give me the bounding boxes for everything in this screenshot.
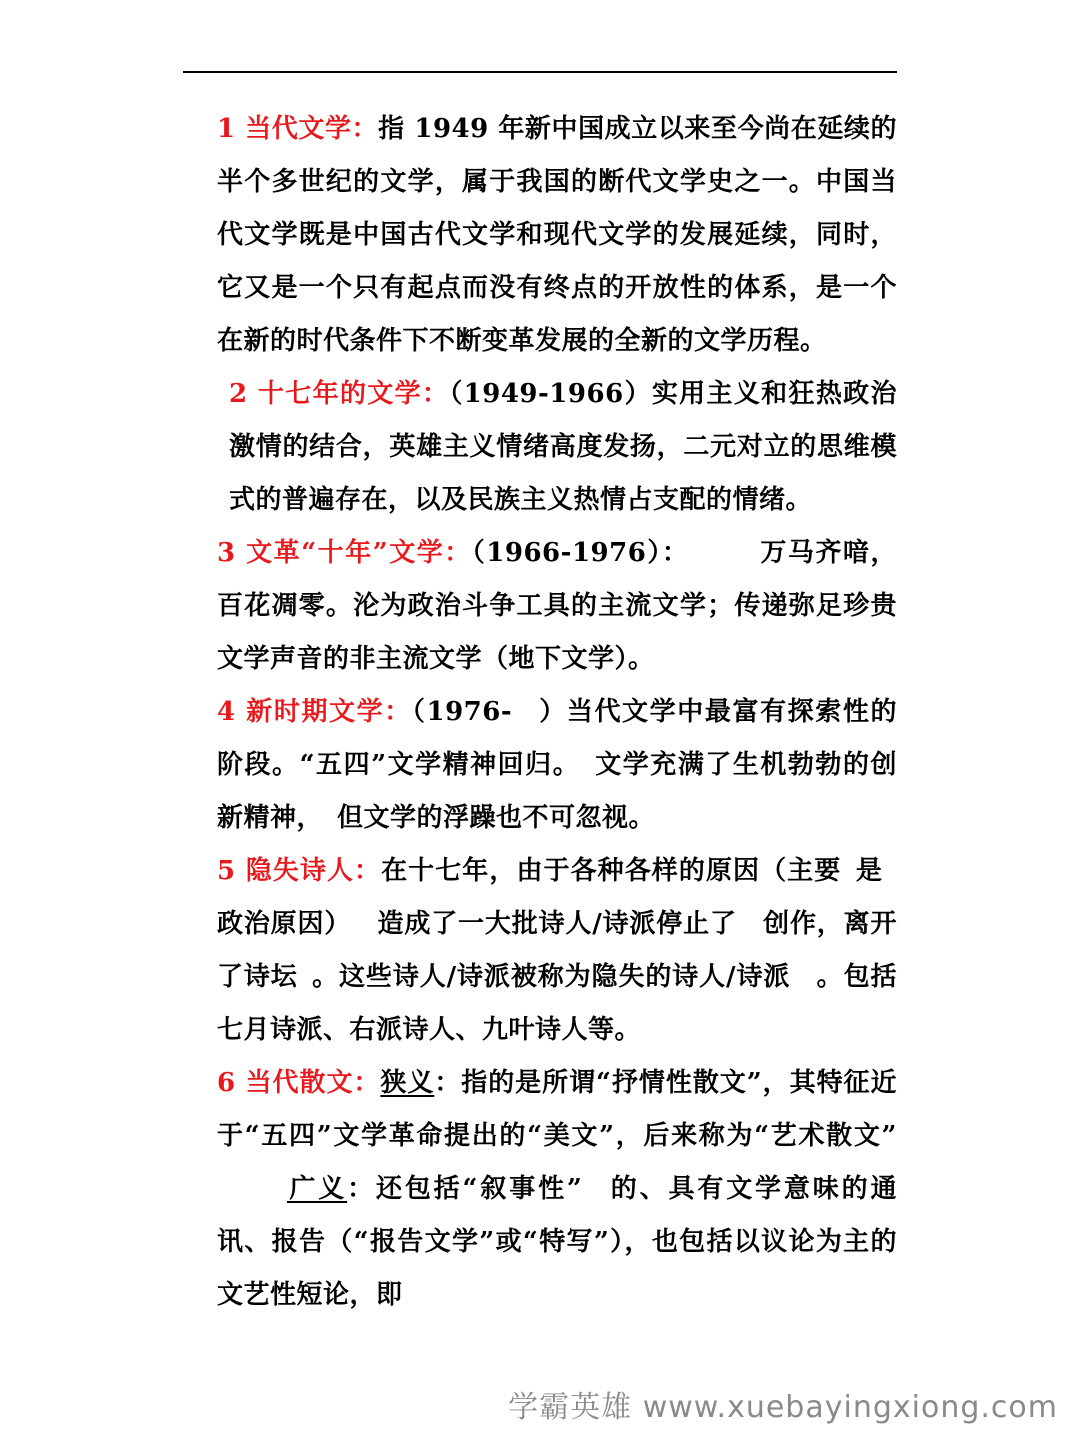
entry-text: （1976- <box>411 697 513 727</box>
header-rule <box>183 71 897 73</box>
broad-sense-label: 广义 <box>287 1174 348 1204</box>
narrow-sense-label: 狭义 <box>380 1068 435 1098</box>
entry-text: 指 1949 年新中国成立以来至今尚在延续的半个多世纪的文学，属于我国的断代文学史之一。中国当代文学既是中国古代文学和现代文学的发展延续，同时，它又是一个只有起点而没有终点的开放性的体系，是一个在新的时代条件下不断变革发展的全新的文学历程。 <box>217 114 897 356</box>
term-label: 2 十七年的文学： <box>229 379 450 409</box>
entry-hidden-poets <box>217 845 897 1057</box>
term-label: 1 当代文学： <box>217 114 379 144</box>
entry-cultural-revolution <box>217 527 897 686</box>
entry-text: （1949-1966）实用主义和狂热政治激情的结合，英雄主义情绪高度发扬，二元对立的思维模式的普遍存在，以及民族主义热情占支配的情绪。 <box>229 379 897 515</box>
term-label: 5 隐失诗人： <box>217 856 382 886</box>
entry-text: ：指的是所谓“抒情性散文”，其特征近于“五四”文学革命提出的“美文”，后来称为“艺术散文” <box>217 1068 897 1151</box>
entry-text: 创作，离开了诗坛 <box>217 909 897 992</box>
entry-text: 但文学的浮躁也不可忽视。 <box>337 803 656 833</box>
site-watermark: 学霸英雄 www.xuebayingxiong.com <box>508 1390 1058 1425</box>
term-label: 3 文革“十年”文学： <box>217 538 472 568</box>
entry-text: ：还包括“叙事性” <box>347 1174 583 1204</box>
entry-contemporary-literature <box>217 103 897 368</box>
entry-text: 在十七年，由于各种各样的原因（主要 <box>381 856 842 886</box>
entry-text: 。这些诗人/诗派被称为隐失的诗人/诗派 <box>311 962 791 992</box>
entry-text: 。包括七月诗派、右派诗人、九叶诗人等。 <box>217 962 897 1045</box>
document-body <box>217 103 897 1322</box>
entry-text: （1966-1976）： <box>471 538 690 568</box>
entry-text: 是 <box>855 856 883 886</box>
entry-text: 的、具有文学意味的通讯、报告（“报告文学”或“特写”），也包括以议论为主的文艺性短论，即 <box>217 1174 897 1310</box>
entry-text: 造成了一大批诗人/诗派停止了 <box>377 909 737 939</box>
entry-text: ）当代文学中最富有探索性的阶段。“五四”文学精神回归。 <box>217 697 897 780</box>
entry-text: 政治原因） <box>217 909 352 939</box>
entry-seventeen-years <box>217 368 897 527</box>
term-label: 6 当代散文： <box>217 1068 381 1098</box>
entry-text: 文学充满了生机勃勃的创新精神， <box>217 750 897 833</box>
entry-text: 万马齐喑，百花凋零。沦为政治斗争工具的主流文学；传递弥足珍贵文学声音的非主流文学（地下文学）。 <box>217 538 897 674</box>
term-label: 4 新时期文学： <box>217 697 412 727</box>
entry-contemporary-prose <box>217 1057 897 1322</box>
entry-new-era <box>217 686 897 845</box>
